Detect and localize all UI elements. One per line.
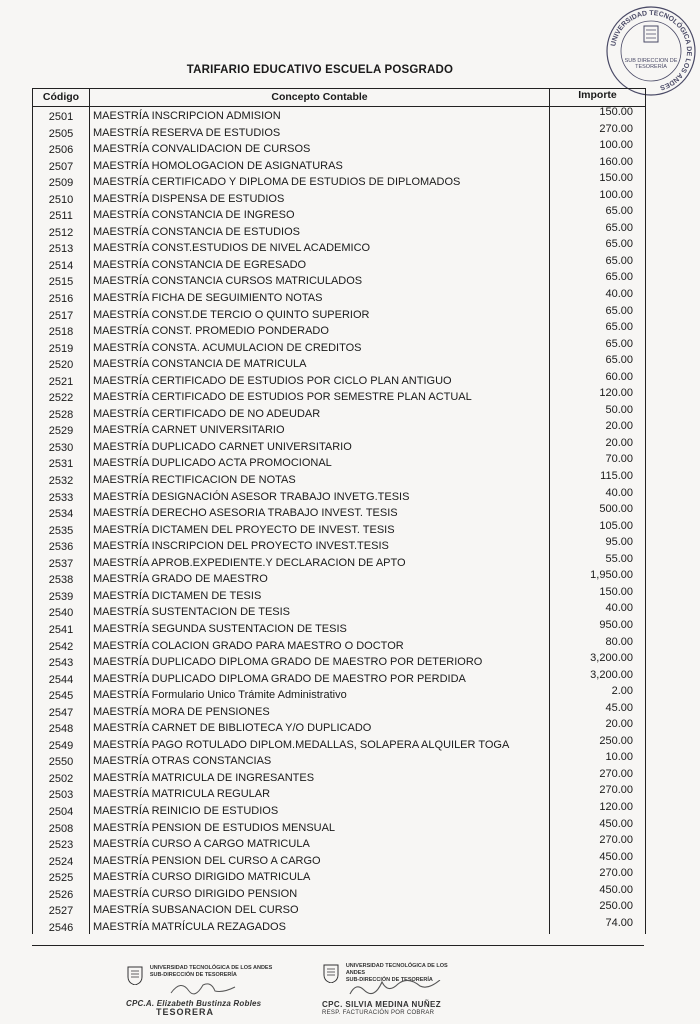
cell-amount: 450.00: [599, 883, 633, 896]
cell-amount: 150.00: [599, 585, 633, 598]
cell-code: 2526: [48, 888, 74, 901]
cell-amount: 65.00: [605, 321, 633, 334]
cell-amount: 250.00: [599, 734, 633, 747]
cell-amount: 150.00: [599, 106, 633, 118]
cell-concept: MAESTRÍA CURSO A CARGO MATRICULA: [93, 838, 310, 851]
cell-concept: MAESTRÍA PAGO ROTULADO DIPLOM.MEDALLAS, SOLAPERA ALQUILER TOGA: [93, 738, 510, 751]
cell-code: 2540: [48, 607, 74, 620]
cell-concept: MAESTRÍA MATRICULA DE INGRESANTES: [93, 771, 315, 784]
cell-amount: 100.00: [599, 188, 633, 201]
cell-amount: 450.00: [599, 817, 633, 830]
cell-code: 2550: [48, 756, 74, 769]
cell-amount: 270.00: [599, 767, 633, 780]
cell-code: 2518: [48, 326, 74, 339]
cell-concept: MAESTRÍA CERTIFICADO Y DIPLOMA DE ESTUDIOS DE DIPLOMADOS: [93, 176, 461, 189]
cell-amount: 45.00: [605, 701, 633, 714]
cell-concept: MAESTRÍA CONSTANCIA CURSOS MATRICULADOS: [93, 275, 363, 288]
cell-code: 2535: [48, 524, 74, 537]
cell-amount: 270.00: [599, 867, 633, 880]
cell-code: 2546: [48, 921, 74, 934]
cell-amount: 270.00: [599, 122, 633, 135]
cell-concept: MAESTRÍA DUPLICADO ACTA PROMOCIONAL: [93, 457, 332, 470]
university-logo-icon-right: [322, 963, 340, 983]
stamp-left-header: UNIVERSIDAD TECNOLÓGICA DE LOS ANDES: [149, 965, 273, 971]
cell-code: 2502: [48, 772, 74, 785]
cell-concept: MAESTRÍA GRADO DE MAESTRO: [93, 573, 268, 586]
cell-amount: 120.00: [599, 800, 633, 813]
cell-code: 2521: [48, 375, 74, 388]
seal-ring-text: UNIVERSIDAD TECNOLÓGICA DE LOS ANDES: [610, 9, 693, 91]
cell-concept: MAESTRÍA INSCRIPCION DEL PROYECTO INVEST.TESIS: [93, 540, 389, 553]
cell-amount: 20.00: [605, 436, 633, 449]
cell-code: 2533: [48, 491, 74, 504]
cell-concept: MAESTRÍA APROB.EXPEDIENTE.Y DECLARACION DE APTO: [93, 556, 406, 569]
cell-amount: 150.00: [599, 172, 633, 185]
cell-code: 2520: [48, 359, 74, 372]
cell-amount: 3,200.00: [590, 668, 633, 681]
cell-amount: 115.00: [600, 470, 633, 483]
tariff-table: [32, 88, 646, 934]
signer-left-role: TESORERA: [156, 1007, 215, 1017]
cell-amount: 55.00: [605, 552, 633, 565]
signer-left-name: CPC.A. Elizabeth Bustinza Robles: [126, 999, 262, 1008]
stamp-right-sub: SUB-DIRECCIÓN DE TESORERÍA: [345, 977, 433, 983]
cell-concept: MAESTRÍA CERTIFICADO DE NO ADEUDAR: [93, 407, 321, 420]
header-concept: Concepto Contable: [90, 89, 550, 106]
cell-code: 2527: [48, 905, 74, 918]
cell-code: 2511: [49, 210, 73, 223]
cell-code: 2534: [48, 508, 74, 521]
cell-concept: MAESTRÍA CONSTANCIA DE MATRICULA: [93, 358, 307, 371]
cell-amount: 40.00: [605, 486, 633, 499]
cell-amount: 1,950.00: [590, 569, 633, 582]
cell-amount: 65.00: [605, 221, 633, 234]
cell-amount: 65.00: [605, 337, 633, 350]
cell-amount: 65.00: [605, 304, 633, 317]
cell-concept: MAESTRÍA RECTIFICACION DE NOTAS: [93, 474, 296, 487]
cell-concept: MAESTRÍA DICTAMEN DE TESIS: [93, 589, 262, 602]
cell-amount: 500.00: [599, 503, 633, 516]
svg-text:UNIVERSIDAD TECNOLÓGICA DE LOS: [610, 10, 692, 91]
cell-concept: MAESTRÍA DUPLICADO CARNET UNIVERSITARIO: [93, 440, 352, 453]
cell-concept: MAESTRÍA CONSTANCIA DE INGRESO: [93, 209, 295, 222]
cell-concept: MAESTRÍA HOMOLOGACION DE ASIGNATURAS: [93, 159, 343, 172]
cell-code: 2536: [48, 541, 74, 554]
stamp-left-sub: SUB-DIRECCIÓN DE TESORERÍA: [149, 972, 237, 978]
cell-amount: 60.00: [605, 370, 633, 383]
cell-code: 2537: [48, 557, 74, 570]
cell-code: 2529: [48, 425, 74, 438]
university-logo-icon: [126, 965, 144, 985]
cell-code: 2514: [48, 259, 74, 272]
cell-code: 2523: [48, 839, 74, 852]
cell-code: 2542: [48, 640, 74, 653]
cell-code: 2548: [48, 723, 74, 736]
table-row: [33, 918, 645, 935]
cell-concept: MAESTRÍA CURSO DIRIGIDO MATRICULA: [93, 871, 311, 884]
cell-code: 2531: [48, 458, 74, 471]
cell-code: 2503: [48, 789, 74, 802]
cell-code: 2541: [48, 623, 74, 636]
cell-concept: MAESTRÍA CONVALIDACION DE CURSOS: [93, 143, 311, 156]
cell-code: 2508: [48, 822, 74, 835]
cell-concept: MAESTRÍA FICHA DE SEGUIMIENTO NOTAS: [93, 292, 323, 305]
cell-concept: MAESTRÍA CONST. PROMEDIO PONDERADO: [93, 325, 329, 338]
cell-concept: MAESTRÍA CONSTANCIA DE ESTUDIOS: [93, 225, 300, 238]
cell-amount: 50.00: [605, 403, 633, 416]
cell-concept: MAESTRÍA CONSTANCIA DE EGRESADO: [93, 258, 307, 271]
cell-concept: MAESTRÍA CURSO DIRIGIDO PENSION: [93, 887, 298, 900]
cell-concept: MAESTRÍA MATRÍCULA REZAGADOS: [93, 920, 286, 933]
cell-code: 2549: [48, 739, 74, 752]
cell-concept: MAESTRÍA CONST.DE TERCIO O QUINTO SUPERIOR: [93, 308, 370, 321]
cell-amount: 70.00: [605, 453, 633, 466]
cell-amount: 20.00: [605, 420, 633, 433]
cell-concept: MAESTRÍA REINICIO DE ESTUDIOS: [93, 804, 279, 817]
cell-amount: 160.00: [599, 155, 633, 168]
cell-amount: 120.00: [599, 387, 633, 400]
cell-amount: 40.00: [605, 288, 633, 301]
cell-code: 2547: [48, 706, 74, 719]
cell-amount: 20.00: [605, 718, 633, 731]
cell-concept: MAESTRÍA SUSTENTACION DE TESIS: [93, 606, 291, 619]
cell-concept: MAESTRÍA DESIGNACIÓN ASESOR TRABAJO INVETG.TESIS: [93, 490, 410, 503]
cell-concept: MAESTRÍA OTRAS CONSTANCIAS: [93, 755, 272, 768]
cell-amount: 74.00: [605, 916, 633, 929]
cell-code: 2524: [48, 855, 74, 868]
cell-code: 2538: [48, 574, 74, 587]
signer-right-name: CPC. SILVIA MEDINA NUÑEZ: [322, 1000, 442, 1009]
cell-code: 2516: [48, 293, 74, 306]
cell-code: 2513: [48, 243, 74, 256]
cell-amount: 250.00: [599, 900, 633, 913]
cell-amount: 65.00: [605, 205, 633, 218]
cell-code: 2539: [48, 590, 74, 603]
cell-amount: 450.00: [599, 850, 633, 863]
seal-center-text: SUB DIRECCIÓN DE TESORERÍA: [624, 58, 678, 70]
cell-amount: 950.00: [599, 618, 633, 631]
table-bottom-border: [32, 945, 644, 946]
cell-concept: MAESTRÍA DUPLICADO DIPLOMA GRADO DE MAESTRO POR PERDIDA: [93, 672, 466, 685]
cell-amount: 65.00: [605, 354, 633, 367]
cell-concept: MAESTRÍA DICTAMEN DEL PROYECTO DE INVEST. TESIS: [93, 523, 395, 536]
cell-code: 2504: [48, 805, 74, 818]
cell-code: 2530: [48, 441, 74, 454]
cell-code: 2543: [48, 657, 74, 670]
cell-concept: MAESTRÍA Formulario Unico Trámite Administrativo: [93, 689, 347, 702]
cell-concept: MAESTRÍA INSCRIPCION ADMISION: [93, 110, 281, 122]
cell-code: 2515: [48, 276, 74, 289]
cell-concept: MAESTRÍA CARNET DE BIBLIOTECA Y/O DUPLICADO: [93, 722, 372, 735]
signature-left-scribble-icon: [161, 981, 281, 997]
cell-code: 2507: [48, 160, 74, 173]
cell-code: 2512: [48, 226, 74, 239]
header-code: Código: [33, 89, 90, 106]
cell-concept: MAESTRÍA SUBSANACION DEL CURSO: [93, 904, 299, 917]
cell-concept: MAESTRÍA RESERVA DE ESTUDIOS: [93, 126, 281, 139]
cell-amount: 105.00: [599, 519, 633, 532]
cell-amount: 40.00: [605, 602, 633, 615]
signer-right-role: RESP. FACTURACIÓN POR COBRAR: [322, 1010, 435, 1016]
cell-code: 2510: [48, 193, 74, 206]
cell-amount: 10.00: [605, 751, 633, 764]
cell-amount: 80.00: [605, 635, 633, 648]
cell-concept: MAESTRÍA DISPENSA DE ESTUDIOS: [93, 192, 285, 205]
cell-concept: MAESTRÍA CONSTA. ACUMULACION DE CREDITOS: [93, 341, 362, 354]
cell-concept: MAESTRÍA SEGUNDA SUSTENTACION DE TESIS: [93, 622, 347, 635]
cell-code: 2522: [48, 392, 74, 405]
cell-code: 2525: [48, 872, 74, 885]
cell-code: 2519: [48, 342, 74, 355]
cell-code: 2532: [48, 475, 74, 488]
cell-amount: 270.00: [599, 834, 633, 847]
cell-amount: 95.00: [605, 536, 633, 549]
cell-amount: 3,200.00: [590, 652, 633, 665]
document-title: TARIFARIO EDUCATIVO ESCUELA POSGRADO: [186, 64, 454, 76]
stamp-right-header: UNIVERSIDAD TECNOLÓGICA DE LOS ANDES: [345, 963, 448, 976]
cell-concept: MAESTRÍA CONST.ESTUDIOS DE NIVEL ACADEMICO: [93, 242, 371, 255]
signature-right-scribble-icon: [342, 980, 462, 998]
cell-concept: MAESTRÍA DUPLICADO DIPLOMA GRADO DE MAESTRO POR DETERIORO: [93, 656, 483, 669]
cell-concept: MAESTRÍA CERTIFICADO DE ESTUDIOS POR SEMESTRE PLAN ACTUAL: [93, 391, 472, 404]
cell-code: 2545: [48, 690, 74, 703]
cell-amount: 100.00: [599, 139, 633, 152]
cell-code: 2544: [48, 673, 74, 686]
cell-concept: MAESTRÍA MATRICULA REGULAR: [93, 788, 271, 801]
cell-concept: MAESTRÍA MORA DE PENSIONES: [93, 705, 270, 718]
cell-concept: MAESTRÍA COLACION GRADO PARA MAESTRO O DOCTOR: [93, 639, 404, 652]
cell-concept: MAESTRÍA CARNET UNIVERSITARIO: [93, 424, 285, 437]
cell-amount: 65.00: [605, 271, 633, 284]
tesoreria-seal-icon: [604, 4, 698, 98]
cell-concept: MAESTRÍA CERTIFICADO DE ESTUDIOS POR CICLO PLAN ANTIGUO: [93, 374, 452, 387]
cell-amount: 270.00: [599, 784, 633, 797]
cell-code: 2506: [48, 144, 74, 157]
cell-amount: 65.00: [605, 254, 633, 267]
cell-code: 2517: [48, 309, 74, 322]
cell-code: 2501: [48, 111, 74, 123]
cell-code: 2509: [48, 177, 74, 190]
cell-code: 2528: [48, 408, 74, 421]
table-body: [33, 107, 645, 934]
signature-block-collections: [322, 963, 467, 1017]
cell-concept: MAESTRÍA PENSION DEL CURSO A CARGO: [93, 854, 321, 867]
signature-block-treasurer: [126, 965, 291, 1016]
cell-concept: MAESTRÍA DERECHO ASESORIA TRABAJO INVEST. TESIS: [93, 507, 398, 520]
cell-amount: 2.00: [611, 685, 633, 698]
cell-concept: MAESTRÍA PENSION DE ESTUDIOS MENSUAL: [93, 821, 336, 834]
header-amount: Importe: [578, 89, 617, 101]
cell-amount: 65.00: [605, 238, 633, 251]
cell-code: 2505: [48, 127, 74, 140]
